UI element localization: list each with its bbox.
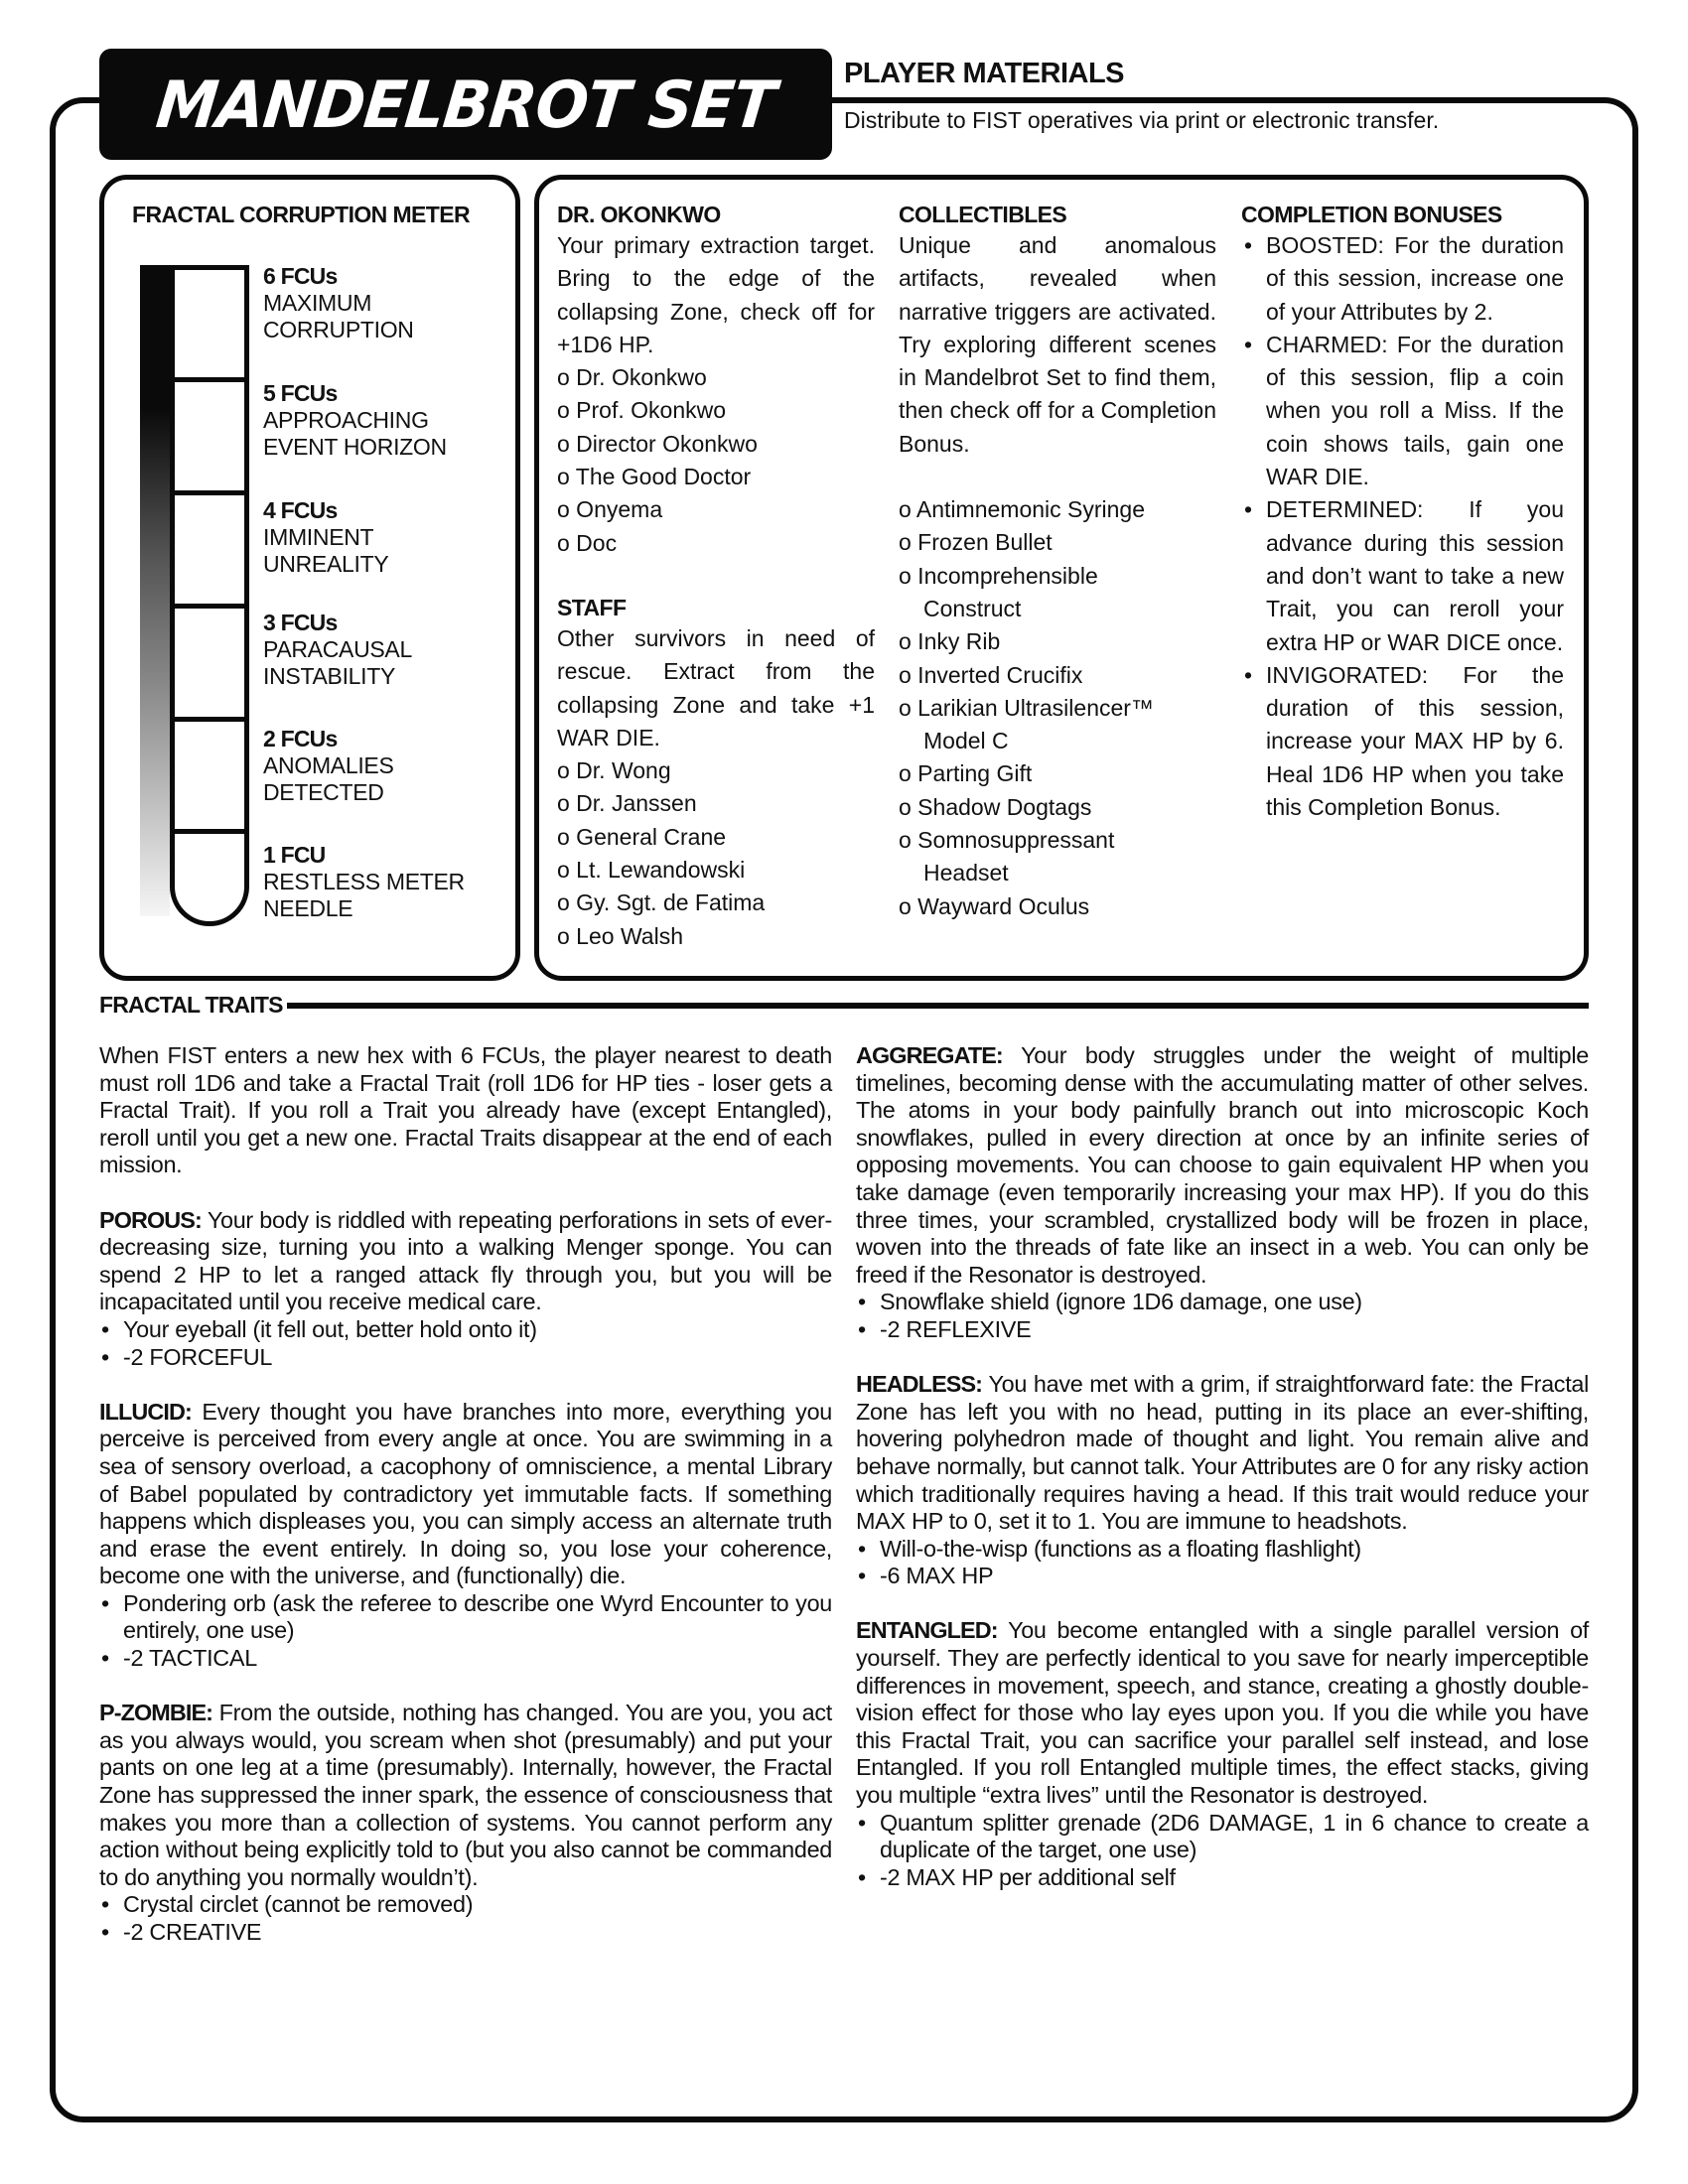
trait-aggregate: [856, 1042, 1589, 1344]
meter-level-2: [263, 726, 511, 806]
checklist-item[interactable]: o Parting Gift: [899, 760, 1033, 787]
trait-text: Your body is riddled with repeating perforations in sets of ever-decreasing size, turning you into a walking Menger sponge. You can spend 2 HP to let a ranged attack fly through you, but you will be incapacitated until you receive medical care.: [99, 1206, 832, 1315]
trait-text: You have met with a grim, if straightforward fate: the Fractal Zone has left you with no head, putting in its place an ever-shifting, hovering polyhedron made of thought and light. You remain alive and behave normally, but cannot talk. Your Attributes are 0 for any risky action which traditionally requires having a head. If this trait would reduce your MAX HP to 0, set it to 1. You are immune to headshots.: [856, 1371, 1589, 1535]
okonkwo-heading: DR. OKONKWO: [557, 202, 721, 227]
trait-headless: [856, 1371, 1589, 1590]
traits-right-column: [856, 1042, 1589, 1919]
level-desc: MAXIMUM: [263, 290, 372, 316]
objectives-panel: [534, 175, 1589, 981]
trait-name: ENTANGLED:: [856, 1617, 998, 1644]
collectibles-heading: COLLECTIBLES: [899, 202, 1067, 227]
bonus-item-determined: [1241, 493, 1564, 658]
section-title: PLAYER MATERIALS: [844, 58, 1125, 89]
bullet-icon: •: [858, 1289, 866, 1315]
trait-text: You become entangled with a single parallel version of yourself. They are perfectly identical to you save for nearly imperceptible differences in movement, speech, and stance, creating a ghostly double-vision effect for those who lay eyes upon you. If you die while you have this Fractal Trait, you can sacrifice your parallel self instead, and lose Entangled. If you roll Entangled multiple times, the effect stacks, giving you multiple “extra lives” until the Resonator is destroyed.: [856, 1617, 1589, 1809]
bullet-icon: •: [858, 1809, 866, 1836]
distribution-note: Distribute to FIST operatives via print or electronic transfer.: [844, 107, 1440, 133]
spacer: [557, 560, 875, 593]
level-count: 4 FCUs: [263, 497, 338, 523]
level-desc: INSTABILITY: [263, 663, 396, 689]
trait-name: POROUS:: [99, 1206, 202, 1233]
traits-heading-row: [99, 990, 1589, 1020]
heading-rule: [287, 1003, 1589, 1009]
bullet-icon: •: [858, 1535, 866, 1562]
trait-name: P-ZOMBIE:: [99, 1700, 213, 1726]
bullet-icon: •: [101, 1315, 109, 1342]
bullet-icon: •: [101, 1891, 109, 1918]
title-banner: [99, 49, 832, 160]
bullet-icon: •: [101, 1919, 109, 1945]
level-desc: IMMINENT: [263, 524, 374, 550]
level-desc: CORRUPTION: [263, 317, 414, 342]
checklist-item[interactable]: o Inky Rib: [899, 628, 1001, 655]
trait-penalty: -2 TACTICAL: [123, 1645, 257, 1672]
checklist-item[interactable]: o Leo Walsh: [557, 922, 683, 949]
trait-item: Will-o-the-wisp (functions as a floating flashlight): [880, 1535, 1361, 1562]
collectibles-description: Unique and anomalous artifacts, revealed when narrative triggers are activated. Try exploring different scenes in Mandelbrot Set to find them, then check off for a Completion Bonus.: [899, 232, 1216, 457]
bullet-icon: •: [1244, 331, 1253, 357]
checklist-item[interactable]: o Wayward Oculus: [899, 892, 1090, 919]
trait-penalty: -2 REFLEXIVE: [880, 1315, 1032, 1342]
level-count: 6 FCUs: [263, 263, 338, 289]
level-desc: NEEDLE: [263, 895, 353, 921]
level-desc: DETECTED: [263, 779, 384, 805]
checklist-item[interactable]: o Prof. Okonkwo: [557, 397, 727, 424]
level-desc: RESTLESS METER: [263, 869, 465, 894]
checklist-item[interactable]: o Director Okonkwo: [557, 430, 758, 457]
checklist-item[interactable]: o General Crane: [557, 823, 727, 850]
bonus-text: BOOSTED: For the duration of this session, increase one of your Attributes by 2.: [1266, 232, 1564, 325]
bullet-icon: •: [1244, 661, 1253, 688]
meter-divider: [175, 829, 244, 834]
corruption-gradient-bar: [140, 265, 170, 916]
checklist-item[interactable]: o Antimnemonic Syringe: [899, 496, 1146, 523]
trait-text: Every thought you have branches into more, everything you perceive is perceived from every angle at once. You are swimming in a sea of sensory overload, a cacophony of omniscience, a mental Library of Babel populated by contradictory yet immutable facts. If something happens which displeases you, you can simply access an alternate truth and erase the event entirely. In doing so, you lose your coherence, become one with the universe, and (functionally) die.: [99, 1398, 832, 1589]
staff-description: Other survivors in need of rescue. Extract from the collapsing Zone and take +1 WAR DIE.: [557, 624, 875, 751]
trait-item: Crystal circlet (cannot be removed): [123, 1891, 474, 1918]
level-desc: APPROACHING: [263, 407, 429, 433]
trait-p-zombie: [99, 1700, 832, 1946]
corruption-meter-panel: [99, 175, 520, 981]
checklist-item[interactable]: o Frozen Bullet: [899, 529, 1053, 556]
checklist-item[interactable]: o Larikian Ultrasilencer™ Model C: [899, 694, 1154, 754]
bullet-icon: •: [101, 1343, 109, 1370]
bullet-icon: •: [858, 1863, 866, 1890]
trait-item: Snowflake shield (ignore 1D6 damage, one use): [880, 1289, 1362, 1315]
bullet-icon: •: [1244, 232, 1253, 258]
checklist-item[interactable]: o Gy. Sgt. de Fatima: [557, 889, 766, 916]
meter-divider: [175, 490, 244, 495]
collectibles-column: [899, 200, 1216, 923]
level-count: 5 FCUs: [263, 380, 338, 406]
meter-heading: FRACTAL CORRUPTION METER: [132, 202, 470, 227]
trait-entangled: [856, 1617, 1589, 1891]
meter-level-4: [263, 497, 511, 578]
bonuses-heading: COMPLETION BONUSES: [1241, 202, 1502, 227]
meter-level-1: [263, 842, 511, 922]
meter-divider: [175, 377, 244, 382]
checklist-item[interactable]: o Inverted Crucifix: [899, 661, 1083, 688]
bonus-item-charmed: [1241, 329, 1564, 493]
level-count: 3 FCUs: [263, 610, 338, 635]
checklist-item[interactable]: o The Good Doctor: [557, 464, 752, 490]
checklist-item[interactable]: o Somnosuppressant Headset: [899, 827, 1115, 887]
checklist-item[interactable]: o Doc: [557, 529, 618, 556]
trait-item: Quantum splitter grenade (2D6 DAMAGE, 1 in 6 chance to create a duplicate of the target, one use): [880, 1809, 1589, 1863]
meter-level-6: [263, 263, 511, 343]
level-desc: ANOMALIES: [263, 752, 394, 778]
bonus-item-boosted: [1241, 229, 1564, 329]
bullet-icon: •: [858, 1315, 866, 1342]
checklist-item[interactable]: o Dr. Janssen: [557, 790, 697, 817]
trait-porous: [99, 1207, 832, 1372]
bonus-item-invigorated: [1241, 659, 1564, 824]
level-desc: PARACAUSAL: [263, 636, 412, 662]
meter-divider: [175, 717, 244, 722]
checklist-item[interactable]: o Shadow Dogtags: [899, 793, 1092, 820]
completion-bonuses-column: [1241, 200, 1564, 824]
bonus-text: DETERMINED: If you advance during this session and don’t want to take a new Trait, you can reroll your extra HP or WAR DICE once.: [1266, 496, 1564, 655]
staff-heading: STAFF: [557, 594, 627, 620]
trait-text: Your body struggles under the weight of multiple timelines, becoming dense with the accumulating matter of other selves. The atoms in your body painfully branch out into microscopic Koch snowflakes, pulled in every direction at once by an infinite series of opposing movements. You can choose to gain equivalent HP when you take damage (even temporarily increasing your max HP). If you do this three times, your scrambled, crystallized body will be frozen in place, woven into the threads of fate like an insect in a web. You can only be freed if the Resonator is destroyed.: [856, 1042, 1589, 1288]
bonus-text: CHARMED: For the duration of this session, flip a coin when you roll a Miss. If the coin shows tails, gain one WAR DIE.: [1266, 331, 1564, 490]
meter-level-3: [263, 610, 511, 690]
checklist-item[interactable]: o Onyema: [557, 496, 663, 523]
bonus-text: INVIGORATED: For the duration of this session, increase your MAX HP by 6. Heal 1D6 HP when you take this Completion Bonus.: [1266, 661, 1564, 821]
document-title: MANDELBROT SET: [153, 66, 778, 143]
bullet-icon: •: [1244, 496, 1253, 523]
meter-tube: [170, 265, 249, 926]
okonkwo-description: Your primary extraction target. Bring to the edge of the collapsing Zone, check off for +1D6 HP.: [557, 232, 875, 357]
meter-level-5: [263, 380, 511, 461]
spacer: [899, 461, 1216, 493]
checklist-item[interactable]: o Incomprehensible Construct: [899, 562, 1098, 621]
trait-name: HEADLESS:: [856, 1371, 983, 1398]
level-count: 1 FCU: [263, 842, 326, 868]
trait-penalty: -6 MAX HP: [880, 1563, 994, 1589]
checklist-item[interactable]: o Dr. Wong: [557, 757, 671, 784]
meter-divider: [175, 604, 244, 609]
trait-penalty: -2 MAX HP per additional self: [880, 1863, 1176, 1890]
traits-intro: When FIST enters a new hex with 6 FCUs, the player nearest to death must roll 1D6 and take a Fractal Trait (roll 1D6 for HP ties - loser gets a Fractal Trait). If you roll a Trait you already have (except Entangled), reroll until you get a new one. Fractal Traits disappear at the end of each mission.: [99, 1042, 832, 1178]
trait-item: Your eyeball (it fell out, better hold onto it): [123, 1315, 537, 1342]
okonkwo-column: [557, 200, 875, 953]
checklist-item[interactable]: o Lt. Lewandowski: [557, 857, 746, 884]
trait-name: AGGREGATE:: [856, 1042, 1003, 1068]
trait-name: ILLUCID:: [99, 1398, 192, 1425]
checklist-item[interactable]: o Dr. Okonkwo: [557, 364, 707, 391]
trait-text: From the outside, nothing has changed. You are you, you act as you always would, you scream when shot (presumably) and put your pants on one leg at a time (presumably). Internally, however, the Fractal Zone has suppressed the inner spark, the essence of consciousness that makes you more than a collection of systems. You cannot perform any action without being explicitly told to (but you also cannot be commanded to do anything you normally wouldn’t).: [99, 1700, 832, 1890]
trait-item: Pondering orb (ask the referee to describe one Wyrd Encounter to you entirely, one use): [123, 1589, 832, 1644]
bullet-icon: •: [858, 1563, 866, 1589]
bullet-icon: •: [101, 1645, 109, 1672]
level-desc: EVENT HORIZON: [263, 434, 447, 460]
trait-penalty: -2 CREATIVE: [123, 1919, 262, 1945]
traits-heading: FRACTAL TRAITS: [99, 992, 283, 1018]
traits-left-column: [99, 1042, 832, 1974]
level-desc: UNREALITY: [263, 551, 389, 577]
trait-penalty: -2 FORCEFUL: [123, 1343, 273, 1370]
header-right: [844, 56, 1618, 133]
trait-illucid: [99, 1399, 832, 1673]
level-count: 2 FCUs: [263, 726, 338, 751]
bullet-icon: •: [101, 1589, 109, 1616]
